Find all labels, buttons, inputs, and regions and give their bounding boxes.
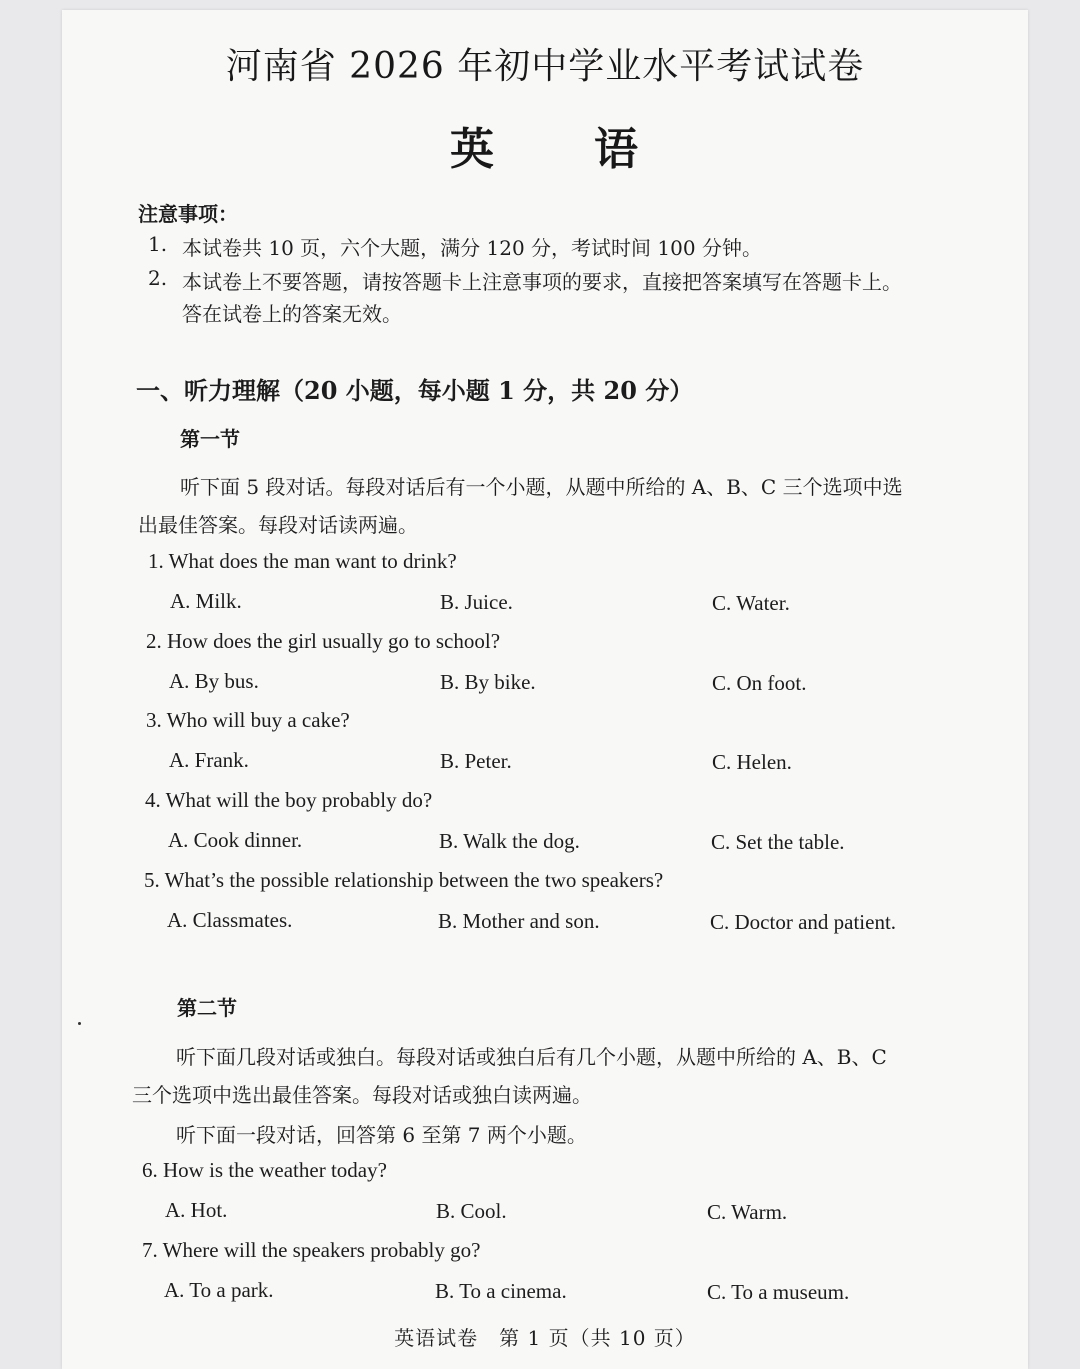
q7-option-a: A. To a park. [164,1278,274,1302]
section-2-heading: 第二节 [177,996,237,1020]
q6-option-b: B. Cool. [436,1199,507,1223]
notice-heading: 注意事项： [138,202,238,226]
question-1: 1. What does the man want to drink? [148,549,457,573]
q1-option-c: C. Water. [712,591,790,615]
stray-mark [78,1022,81,1025]
notice-item-2-number: 2. [148,266,168,290]
notice-item-1: 本试卷共 10 页，六个大题，满分 120 分，考试时间 100 分钟。 [182,236,762,260]
subject-char-2: 语 [594,124,640,175]
exam-page [62,10,1028,1369]
q4-option-a: A. Cook dinner. [168,828,303,852]
subject-title [62,113,1028,177]
section-2-instruction-line-3: 听下面一段对话，回答第 6 至第 7 两个小题。 [176,1123,587,1147]
q2-option-b: B. By bike. [440,670,536,694]
page-footer: 英语试卷 第 1 页（共 10 页） [394,1326,696,1350]
notice-item-2-line-1: 本试卷上不要答题，请按答题卡上注意事项的要求，直接把答案填写在答题卡上。 [182,270,902,294]
q5-option-c: C. Doctor and patient. [710,910,897,934]
question-5: 5. What’s the possible relationship between the two speakers? [144,868,664,892]
exam-title: 河南省 2026 年初中学业水平考试试卷 [225,46,865,87]
q4-option-c: C. Set the table. [711,830,845,854]
section-1-instruction-line-1: 听下面 5 段对话。每段对话后有一个小题，从题中所给的 A、B、C 三个选项中选 [180,475,903,499]
q2-option-a: A. By bus. [169,669,259,693]
q5-option-b: B. Mother and son. [438,909,600,933]
q6-option-a: A. Hot. [165,1198,228,1222]
q7-option-c: C. To a museum. [707,1280,850,1304]
q3-option-b: B. Peter. [440,749,512,773]
q7-option-b: B. To a cinema. [435,1279,567,1303]
q3-option-c: C. Helen. [712,750,792,774]
section-2-instruction-line-2: 三个选项中选出最佳答案。每段对话或独白读两遍。 [132,1083,592,1107]
subject-char-1: 英 [450,124,496,175]
q3-option-a: A. Frank. [169,748,249,772]
part-1-heading: 一、听力理解（20 小题，每小题 1 分，共 20 分） [136,376,694,405]
q2-option-c: C. On foot. [712,671,807,695]
question-6: 6. How is the weather today? [142,1158,387,1182]
notice-item-2-line-2: 答在试卷上的答案无效。 [182,302,402,326]
q1-option-b: B. Juice. [440,590,513,614]
question-2: 2. How does the girl usually go to school? [146,629,501,653]
question-4: 4. What will the boy probably do? [145,788,433,812]
section-1-instruction-line-2: 出最佳答案。每段对话读两遍。 [138,513,418,537]
notice-item-1-number: 1. [148,232,168,256]
question-3: 3. Who will buy a cake? [146,708,350,732]
question-7: 7. Where will the speakers probably go? [142,1238,481,1262]
q6-option-c: C. Warm. [707,1200,788,1224]
section-2-instruction-line-1: 听下面几段对话或独白。每段对话或独白后有几个小题，从题中所给的 A、B、C [176,1045,887,1069]
section-1-heading: 第一节 [180,427,240,451]
q1-option-a: A. Milk. [170,589,242,613]
q5-option-a: A. Classmates. [167,908,293,932]
q4-option-b: B. Walk the dog. [439,829,580,853]
